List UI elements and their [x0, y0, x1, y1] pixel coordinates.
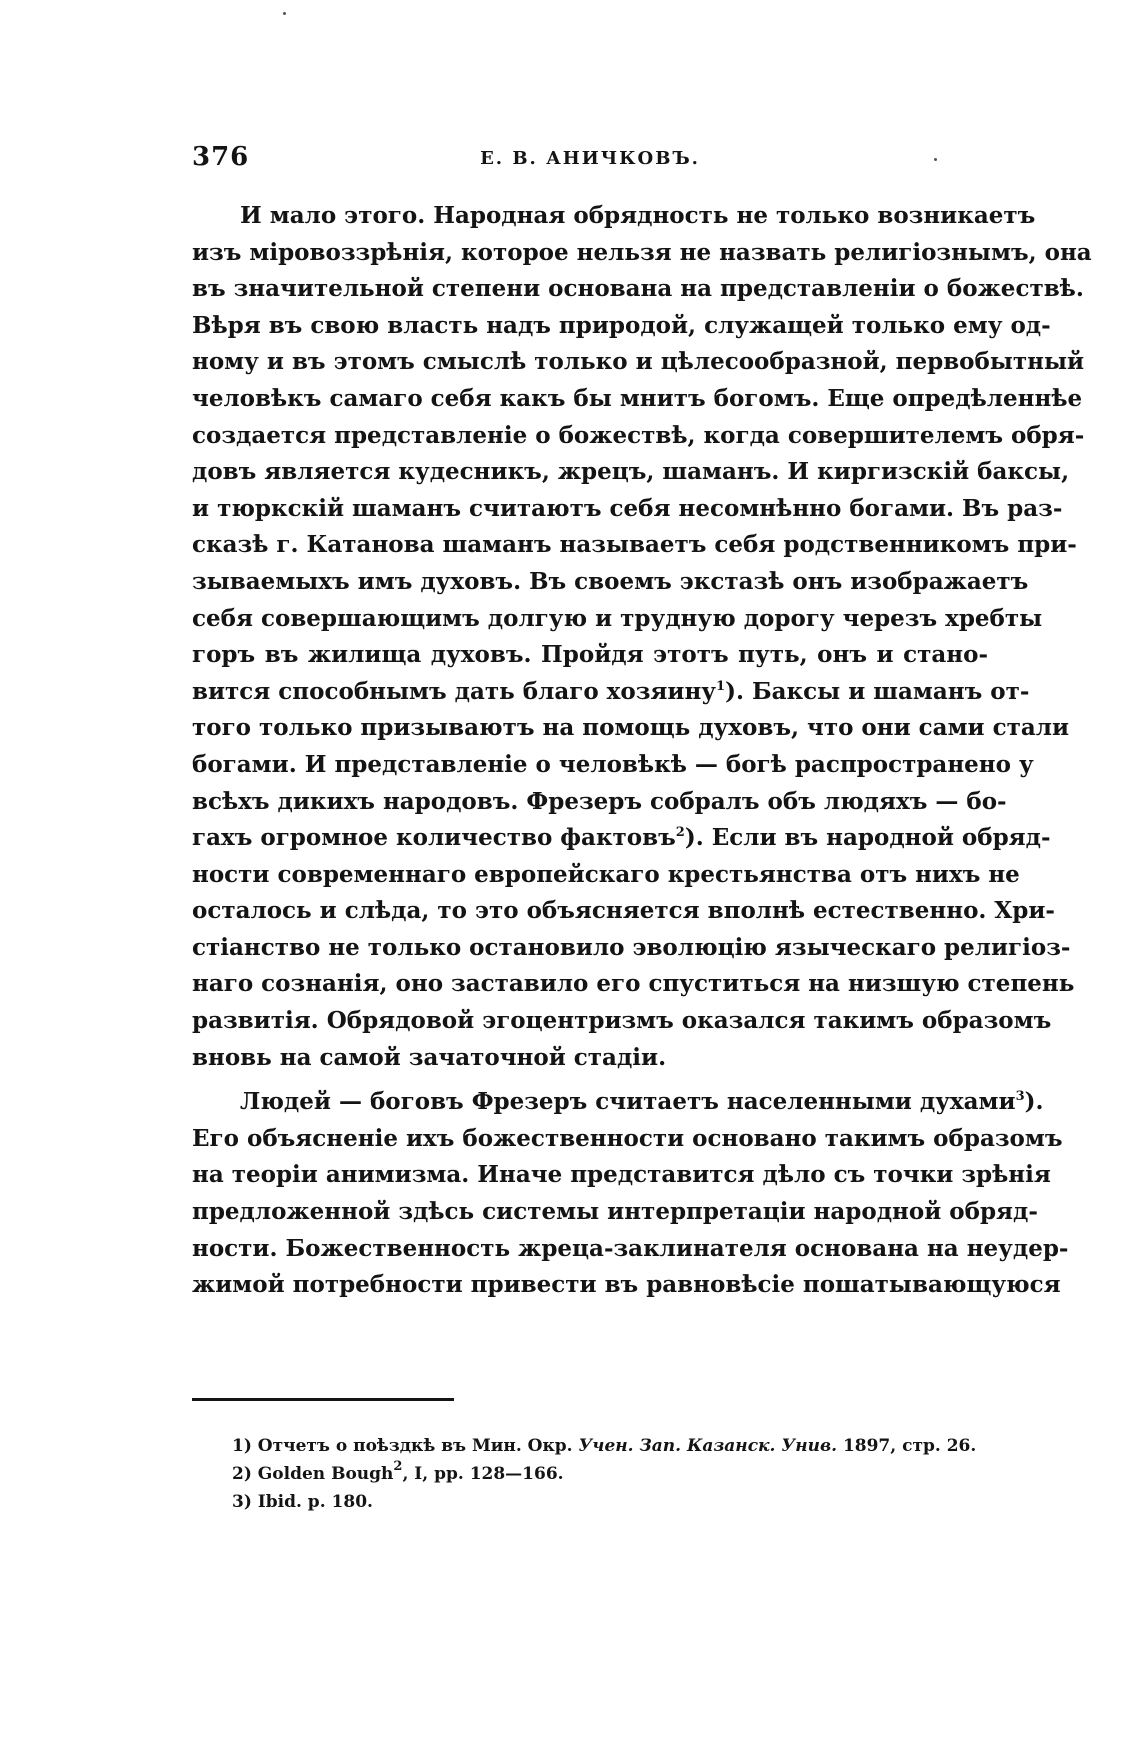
page-header	[192, 142, 988, 178]
footnote-3: 3) Ibid. p. 180.	[232, 1492, 373, 1512]
footnote-ref-2: 2	[675, 825, 685, 841]
text-run: ). Если въ народной обряд-	[684, 824, 1051, 852]
text-line: осталось и слѣда, то это объясняется вполнѣ естественно. Хри-	[192, 897, 1055, 925]
text-line-with-footnote	[192, 820, 1051, 857]
print-speck	[283, 12, 286, 15]
text-run: Людей — боговъ Фрезеръ считаетъ населенными духами	[240, 1088, 1016, 1116]
text-line: того только призываютъ на помощь духовъ, что они сами стали	[192, 714, 1070, 742]
text-run: ).	[1024, 1088, 1044, 1116]
text-line: себя совершающимъ долгую и трудную дорогу черезъ хребты	[192, 604, 1043, 632]
footnote-1	[232, 1432, 992, 1460]
paragraph-gap	[192, 1076, 988, 1084]
text-line: Его объясненіе ихъ божественности основано такимъ образомъ	[192, 1124, 1063, 1152]
text-line: Вѣря въ свою власть надъ природой, служащей только ему од-	[192, 311, 1051, 339]
text-line: И мало этого. Народная обрядность не только возникаетъ	[240, 202, 1036, 229]
text-line: жимой потребности привести въ равновѣсіе пошатывающуюся	[192, 1271, 1061, 1299]
footnote-text: 2) Golden Bough	[232, 1464, 394, 1484]
footnote-text: 1) Отчетъ о поѣздкѣ въ Мин. Окр.	[232, 1436, 579, 1456]
footnote-text: , I, pp. 128—166.	[402, 1464, 564, 1484]
text-line: горъ въ жилища духовъ. Пройдя этотъ путь, онъ и стано-	[192, 641, 988, 669]
footnote-ref-1: 1	[716, 678, 726, 694]
text-line: создается представленіе о божествѣ, когда совершителемъ обря-	[192, 421, 1085, 449]
text-line: зываемыхъ имъ духовъ. Въ своемъ экстазѣ онъ изображаетъ	[192, 567, 1029, 595]
text-run: вится способнымъ дать благо хозяину	[192, 677, 717, 705]
footnote-text: 1897, стр. 26.	[837, 1436, 977, 1456]
text-line: ности современнаго европейскаго крестьянства отъ нихъ не	[192, 860, 1020, 888]
text-line: наго сознанія, оно заставило его спуститься на низшую степень	[192, 970, 1075, 998]
text-line-with-footnote	[192, 1084, 1044, 1121]
text-line: изъ міровоззрѣнія, которое нельзя не назвать религіознымъ, она	[192, 238, 1092, 266]
text-line: ному и въ этомъ смыслѣ только и цѣлесообразной, первобытный	[192, 348, 1085, 376]
main-text	[192, 198, 1092, 1304]
text-line: богами. И представленіе о человѣкѣ — богѣ распространено у	[192, 750, 1034, 778]
page-number: 376	[192, 142, 250, 172]
paragraph-1	[192, 198, 1092, 1076]
footnote-ref-3: 3	[1015, 1089, 1025, 1105]
text-line: вновь на самой зачаточной стадіи.	[192, 1043, 667, 1071]
text-line-with-footnote	[192, 674, 1030, 711]
text-line: довъ является кудесникъ, жрецъ, шаманъ. И киргизскій баксы,	[192, 458, 1070, 486]
text-run: ). Баксы и шаманъ от-	[725, 677, 1030, 705]
text-line: стіанство не только остановило эволюцію языческаго религіоз-	[192, 933, 1071, 961]
footnote-rule	[192, 1398, 454, 1401]
footnote-edition-mark: 2	[393, 1459, 403, 1474]
text-line: развитія. Обрядовой эгоцентризмъ оказался такимъ образомъ	[192, 1007, 1052, 1035]
running-title: Е. В. АНИЧКОВЪ.	[480, 148, 700, 169]
footnote-2	[232, 1460, 992, 1488]
footnote-source-title: Учен. Зап. Казанск. Унив.	[578, 1436, 838, 1456]
text-line: ности. Божественность жреца-заклинателя основана на неудер-	[192, 1234, 1069, 1262]
text-line: предложенной здѣсь системы интерпретаціи народной обряд-	[192, 1198, 1038, 1226]
text-line: въ значительной степени основана на представленіи о божествѣ.	[192, 275, 1084, 303]
text-line: на теоріи анимизма. Иначе представится дѣло съ точки зрѣнія	[192, 1161, 1051, 1189]
text-run: гахъ огромное количество фактовъ	[192, 824, 676, 852]
text-line: всѣхъ дикихъ народовъ. Фрезеръ собралъ объ людяхъ — бо-	[192, 787, 1007, 815]
footnotes	[232, 1432, 992, 1516]
text-line: человѣкъ самаго себя какъ бы мнитъ богомъ. Еще опредѣленнѣе	[192, 384, 1083, 412]
text-line: и тюркскій шаманъ считаютъ себя несомнѣнно богами. Въ раз-	[192, 494, 1063, 522]
text-line: сказѣ г. Катанова шаманъ называетъ себя родственникомъ при-	[192, 531, 1077, 559]
paragraph-2	[192, 1084, 1069, 1304]
